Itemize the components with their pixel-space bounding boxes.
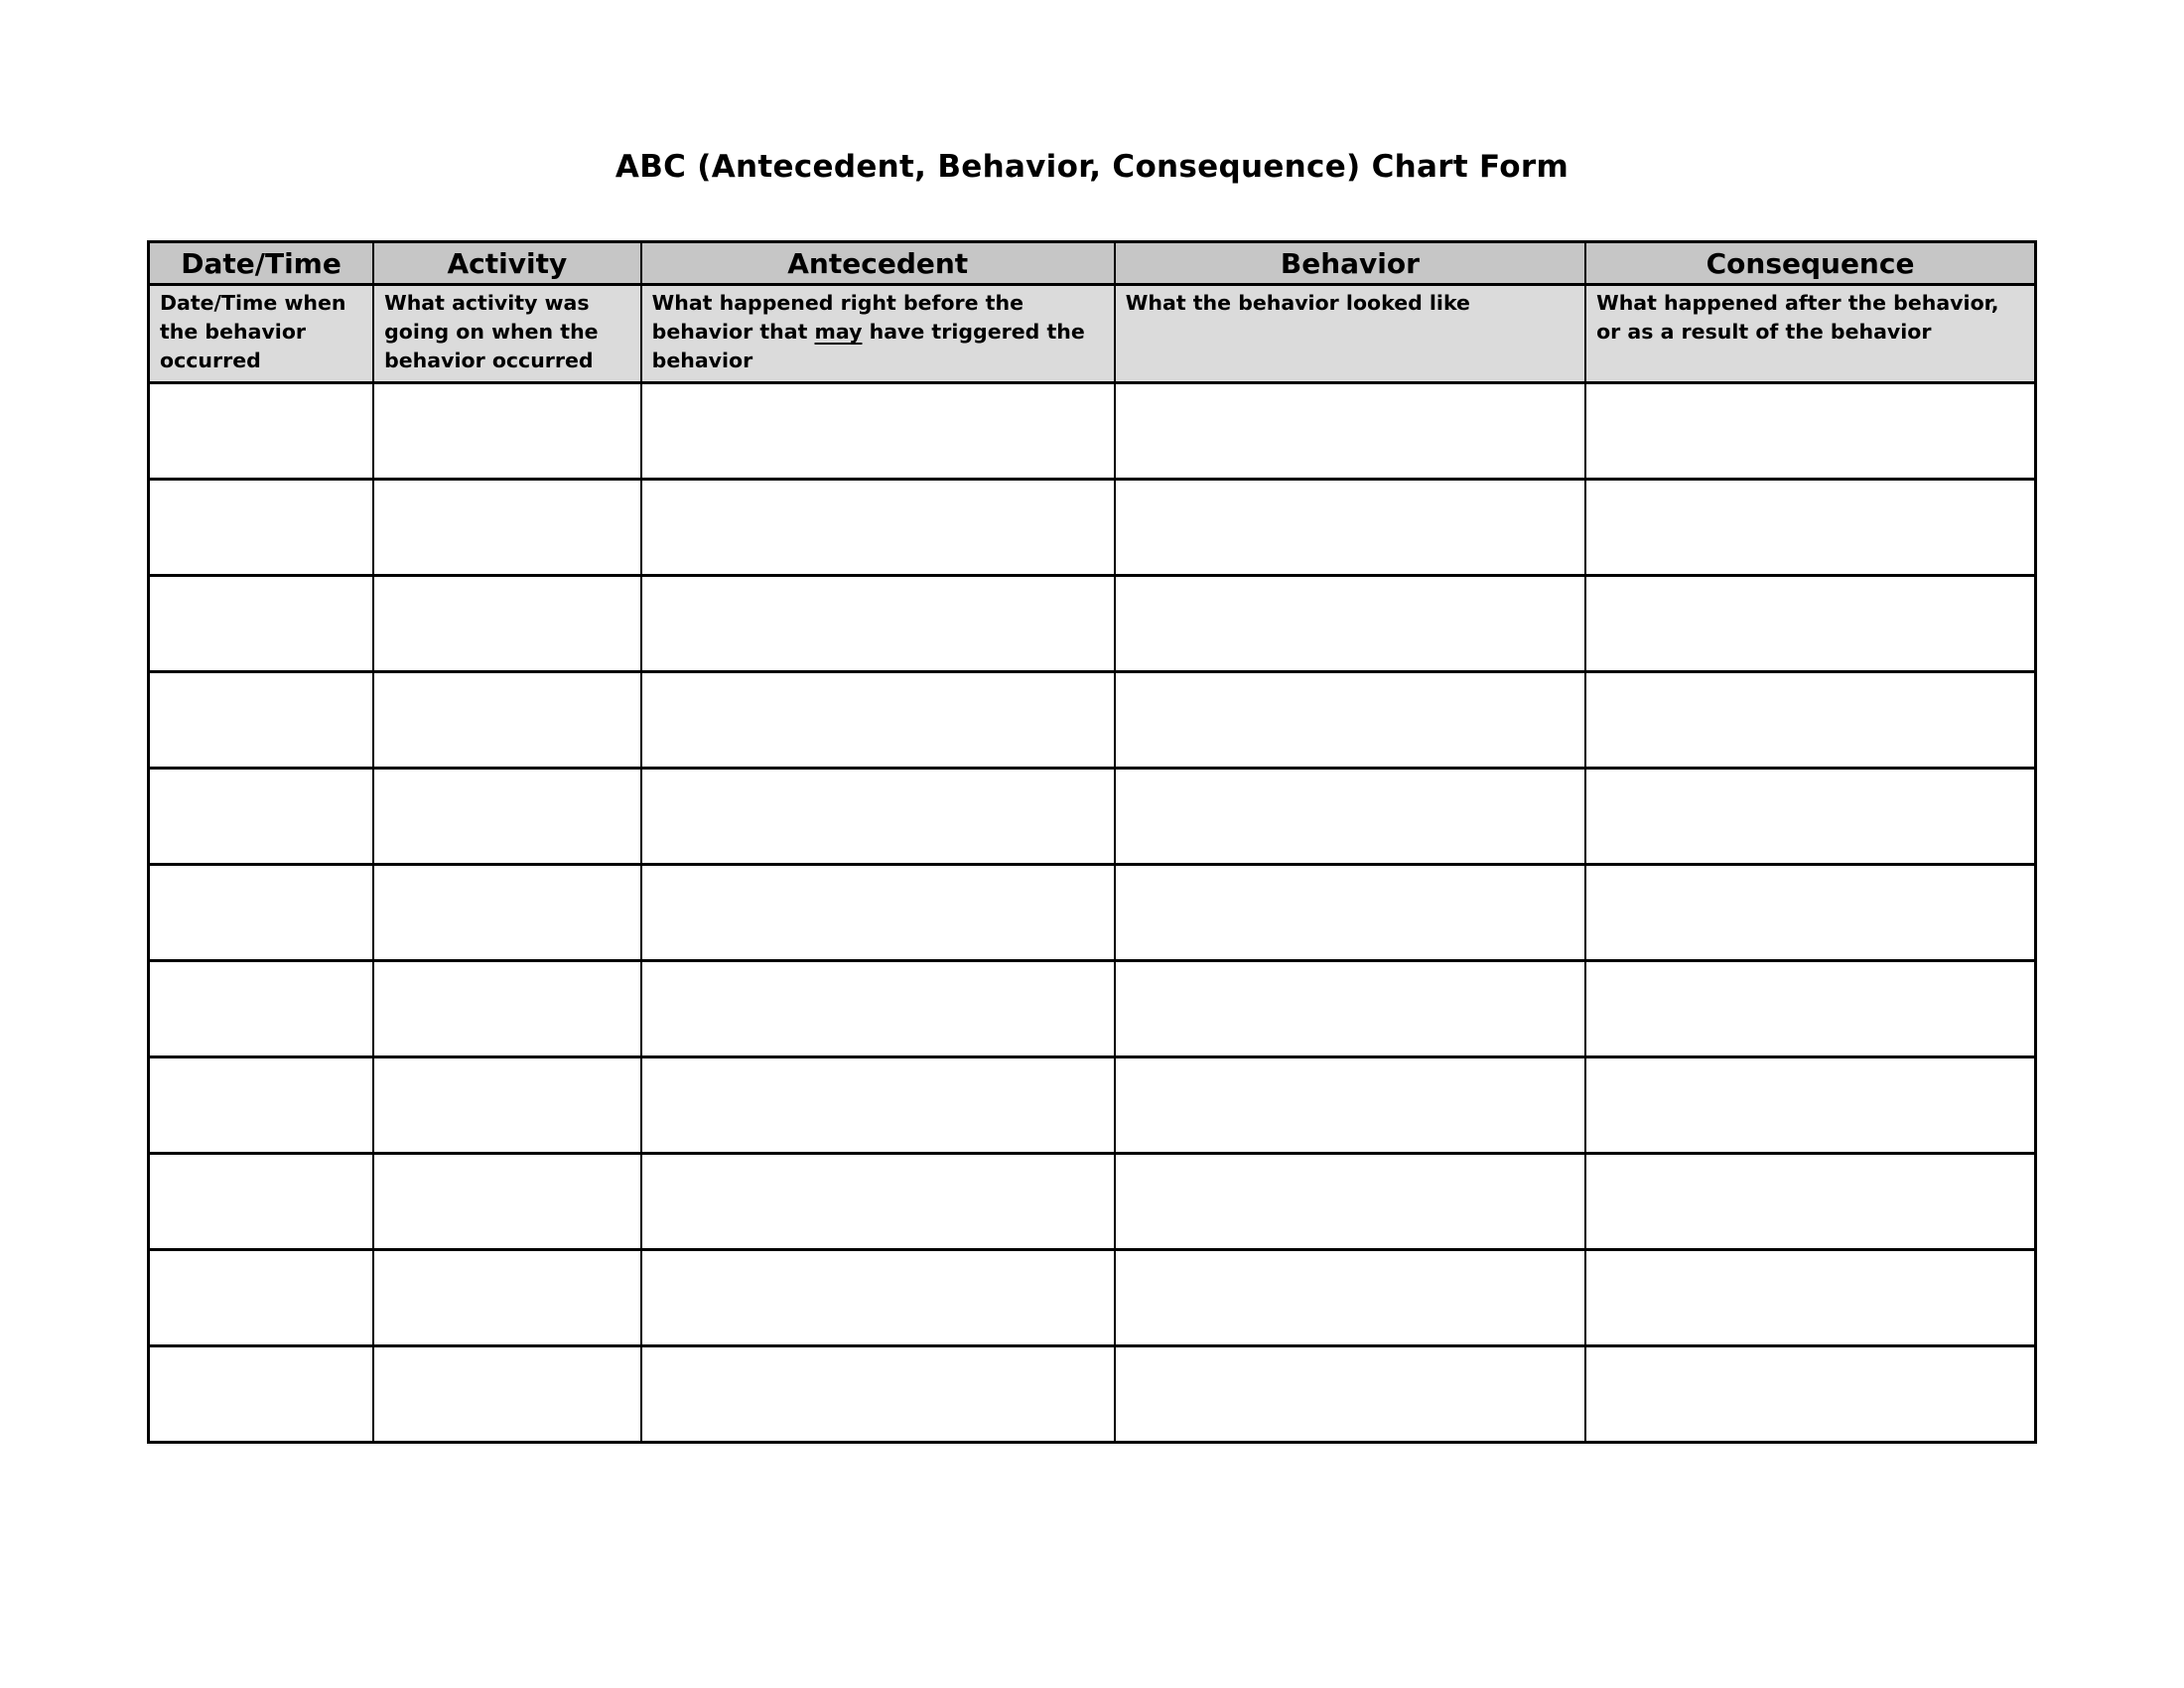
entry-cell-antecedent[interactable] [641, 480, 1115, 576]
entry-cell-consequence[interactable] [1585, 769, 2035, 865]
entry-row [149, 961, 2036, 1057]
antecedent-description-underlined-word: may [814, 320, 863, 344]
entry-row [149, 383, 2036, 480]
entry-cell-activity[interactable] [373, 1346, 641, 1443]
entry-row [149, 1057, 2036, 1154]
entry-cell-date-time[interactable] [149, 1250, 374, 1346]
entry-cell-behavior[interactable] [1115, 769, 1585, 865]
entry-cell-behavior[interactable] [1115, 1057, 1585, 1154]
entry-cell-activity[interactable] [373, 1250, 641, 1346]
entry-cell-behavior[interactable] [1115, 1154, 1585, 1250]
entry-cell-consequence[interactable] [1585, 1250, 2035, 1346]
column-description-activity: What activity was going on when the behavior occurred [373, 285, 641, 383]
entry-cell-consequence[interactable] [1585, 383, 2035, 480]
entry-cell-date-time[interactable] [149, 672, 374, 769]
abc-chart-table [147, 240, 2037, 1444]
entry-cell-date-time[interactable] [149, 1154, 374, 1250]
entry-cell-behavior[interactable] [1115, 865, 1585, 961]
entry-row [149, 769, 2036, 865]
antecedent-description-text: have triggered the behavior [651, 320, 1085, 372]
column-header-activity: Activity [373, 242, 641, 285]
entry-cell-date-time[interactable] [149, 383, 374, 480]
entry-cell-date-time[interactable] [149, 769, 374, 865]
antecedent-description-text: What happened right before the behavior that [651, 291, 1024, 344]
entry-cell-antecedent[interactable] [641, 383, 1115, 480]
entry-cell-consequence[interactable] [1585, 576, 2035, 672]
entry-cell-consequence[interactable] [1585, 1154, 2035, 1250]
entry-cell-consequence[interactable] [1585, 480, 2035, 576]
entry-cell-antecedent[interactable] [641, 769, 1115, 865]
entry-cell-consequence[interactable] [1585, 961, 2035, 1057]
column-header-consequence: Consequence [1585, 242, 2035, 285]
entry-cell-activity[interactable] [373, 480, 641, 576]
entry-row [149, 865, 2036, 961]
entry-cell-behavior[interactable] [1115, 672, 1585, 769]
entry-cell-behavior[interactable] [1115, 1346, 1585, 1443]
entry-cell-activity[interactable] [373, 1057, 641, 1154]
entry-cell-consequence[interactable] [1585, 1346, 2035, 1443]
page-title: ABC (Antecedent, Behavior, Consequence) Chart Form [614, 149, 1570, 185]
entry-cell-antecedent[interactable] [641, 1250, 1115, 1346]
entry-cell-consequence[interactable] [1585, 865, 2035, 961]
entry-cell-date-time[interactable] [149, 576, 374, 672]
entry-cell-activity[interactable] [373, 576, 641, 672]
header-row [149, 242, 2036, 285]
entry-cell-antecedent[interactable] [641, 961, 1115, 1057]
entry-cell-consequence[interactable] [1585, 672, 2035, 769]
description-row [149, 285, 2036, 383]
entry-cell-date-time[interactable] [149, 961, 374, 1057]
entry-cell-behavior[interactable] [1115, 383, 1585, 480]
entry-row [149, 672, 2036, 769]
entry-cell-behavior[interactable] [1115, 480, 1585, 576]
entry-cell-date-time[interactable] [149, 480, 374, 576]
entry-row [149, 1250, 2036, 1346]
entry-cell-activity[interactable] [373, 672, 641, 769]
entry-cell-antecedent[interactable] [641, 1346, 1115, 1443]
column-description-behavior: What the behavior looked like [1115, 285, 1585, 383]
entry-cell-antecedent[interactable] [641, 672, 1115, 769]
entry-row [149, 1154, 2036, 1250]
entry-cell-activity[interactable] [373, 865, 641, 961]
column-header-behavior: Behavior [1115, 242, 1585, 285]
entry-cell-activity[interactable] [373, 1154, 641, 1250]
column-description-consequence: What happened after the behavior, or as a result of the behavior [1585, 285, 2035, 383]
entry-cell-antecedent[interactable] [641, 576, 1115, 672]
entry-cell-behavior[interactable] [1115, 961, 1585, 1057]
entry-cell-activity[interactable] [373, 383, 641, 480]
entry-cell-consequence[interactable] [1585, 1057, 2035, 1154]
entry-cell-behavior[interactable] [1115, 1250, 1585, 1346]
entry-rows [149, 383, 2036, 1443]
entry-cell-antecedent[interactable] [641, 1057, 1115, 1154]
entry-cell-date-time[interactable] [149, 1346, 374, 1443]
column-description-antecedent [641, 285, 1115, 383]
entry-row [149, 1346, 2036, 1443]
column-description-date-time: Date/Time when the behavior occurred [149, 285, 374, 383]
entry-cell-behavior[interactable] [1115, 576, 1585, 672]
entry-cell-date-time[interactable] [149, 1057, 374, 1154]
entry-row [149, 576, 2036, 672]
entry-cell-antecedent[interactable] [641, 1154, 1115, 1250]
entry-cell-date-time[interactable] [149, 865, 374, 961]
column-header-date-time: Date/Time [149, 242, 374, 285]
entry-row [149, 480, 2036, 576]
entry-cell-antecedent[interactable] [641, 865, 1115, 961]
entry-cell-activity[interactable] [373, 769, 641, 865]
column-header-antecedent: Antecedent [641, 242, 1115, 285]
entry-cell-activity[interactable] [373, 961, 641, 1057]
